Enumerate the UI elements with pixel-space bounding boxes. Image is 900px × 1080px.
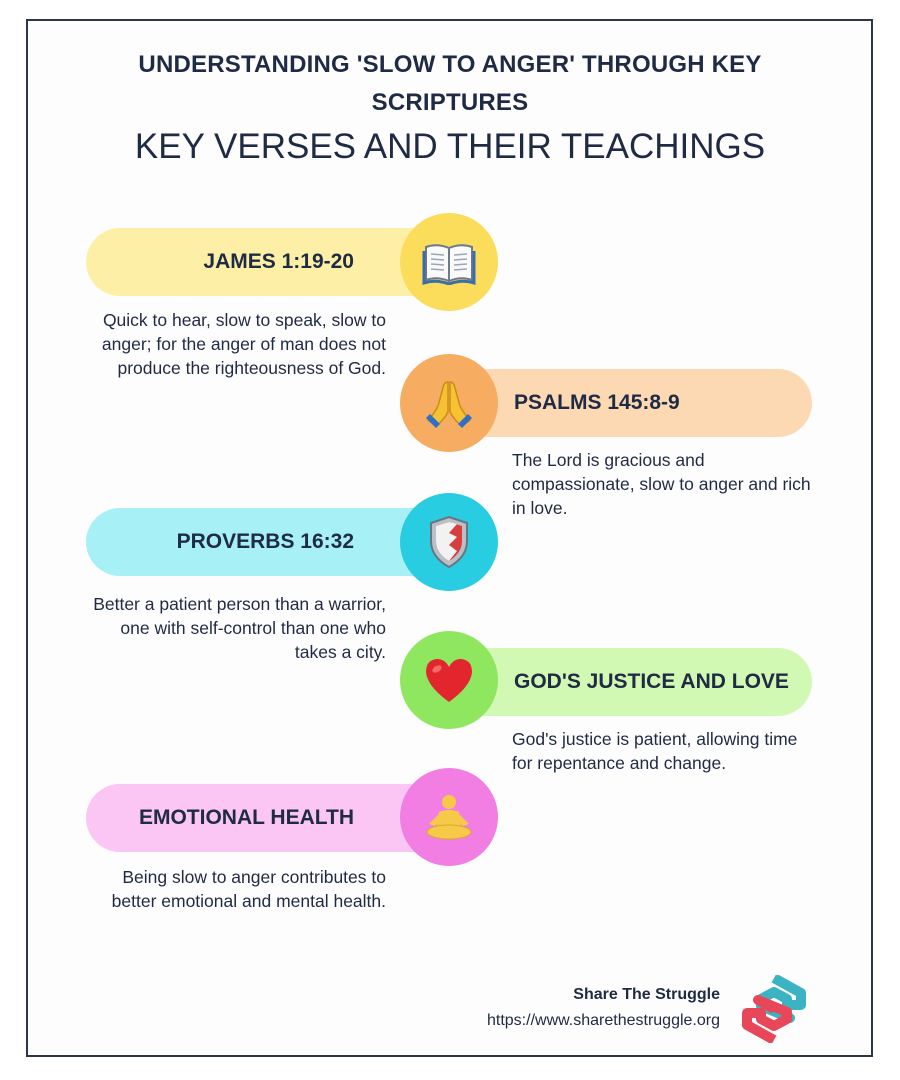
subtitle: KEY VERSES AND THEIR TEACHINGS xyxy=(134,127,766,166)
item-description: Being slow to anger contributes to better emotional and mental health. xyxy=(111,867,386,911)
praying-hands-icon xyxy=(422,376,476,430)
footer-organization-name: Share The Struggle xyxy=(573,986,720,1003)
item-circle xyxy=(400,354,498,452)
item-heading: PSALMS 145:8-9 xyxy=(514,391,680,414)
item-description: Better a patient person than a warrior, one with self-control than one who takes a city. xyxy=(93,594,386,662)
item-circle xyxy=(400,493,498,591)
footer-url-link[interactable]: https://www.sharethestruggle.org xyxy=(486,1012,720,1029)
item-heading: PROVERBS 16:32 xyxy=(176,530,354,553)
open-book-icon xyxy=(422,239,476,285)
share-the-struggle-logo-icon xyxy=(740,975,808,1043)
item-heading: GOD'S JUSTICE AND LOVE xyxy=(514,670,789,693)
item-description: God's justice is patient, allowing time for repentance and change. xyxy=(512,729,798,773)
item-heading: JAMES 1:19-20 xyxy=(203,250,354,273)
item-heading: EMOTIONAL HEALTH xyxy=(138,806,354,829)
item-description: Quick to hear, slow to speak, slow to anger; for the anger of man does not produce the righteousness of God. xyxy=(101,310,386,378)
heart-icon xyxy=(423,656,475,704)
main-title: UNDERSTANDING 'SLOW TO ANGER' THROUGH KEY SCRIPTURES xyxy=(138,51,762,116)
item-circle xyxy=(400,213,498,311)
meditation-person-icon xyxy=(423,792,475,842)
item-circle xyxy=(400,631,498,729)
item-description: The Lord is gracious and compassionate, slow to anger and rich in love. xyxy=(512,450,811,518)
item-circle xyxy=(400,768,498,866)
shield-icon xyxy=(427,515,471,569)
